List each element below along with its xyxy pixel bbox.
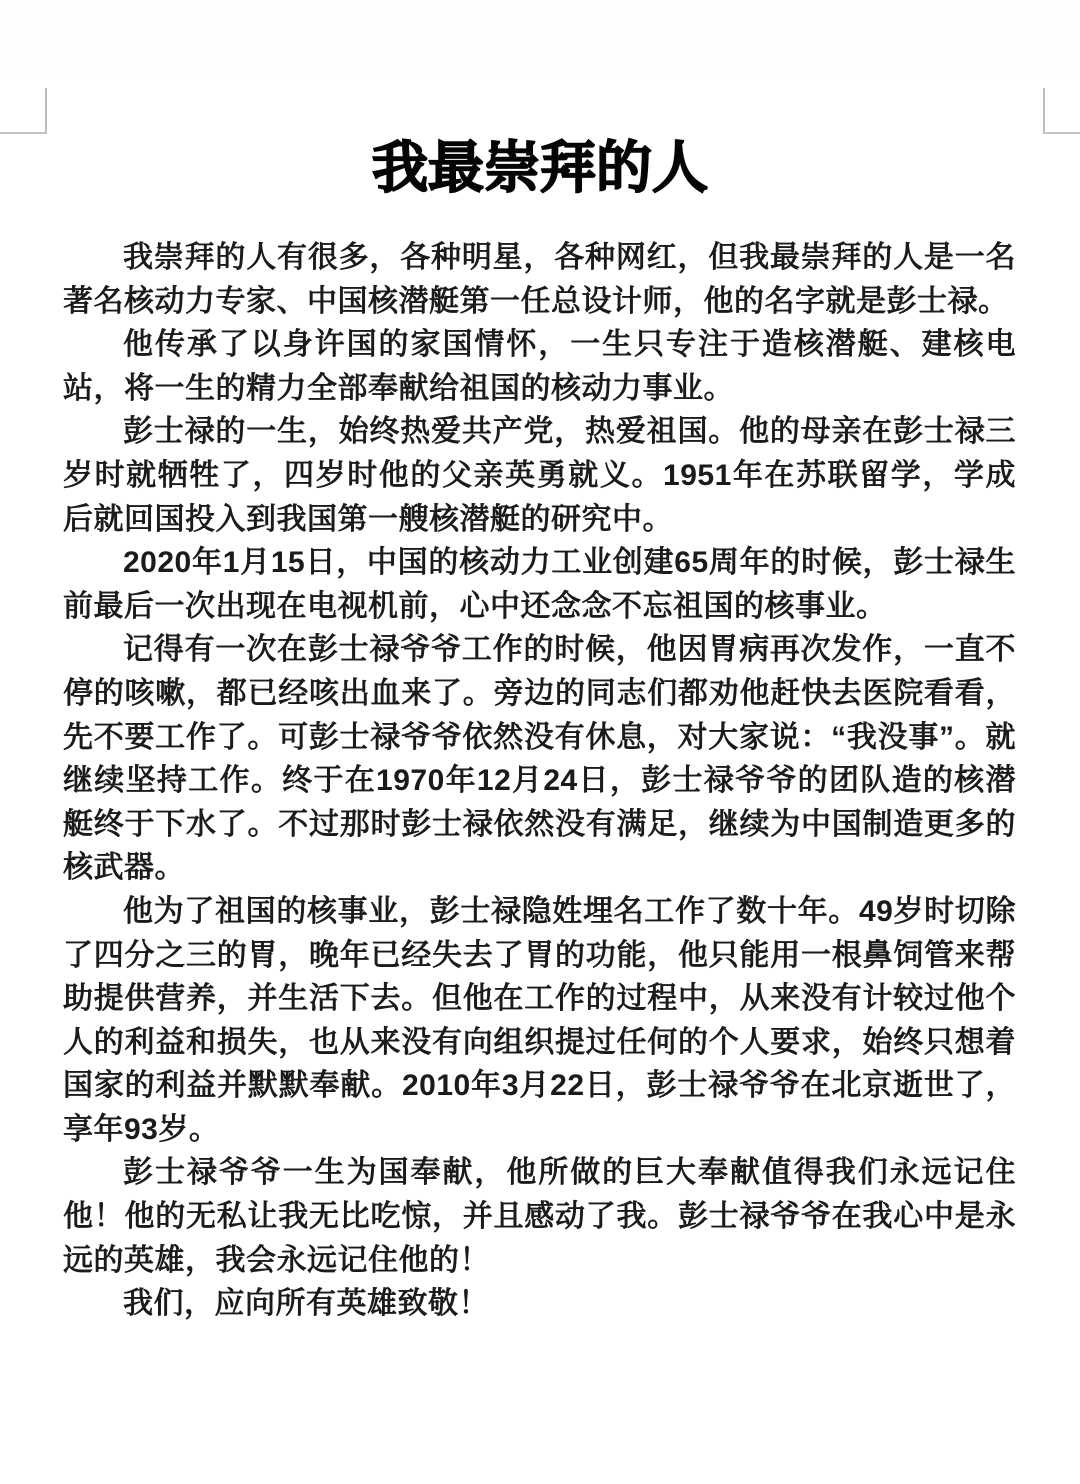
essay-paragraph: 记得有一次在彭士禄爷爷工作的时候，他因胃病再次发作，一直不停的咳嗽，都已经咳出血来了。旁边的同志们都劝他赶快去医院看看，先不要工作了。可彭士禄爷爷依然没有休息，对大家说：“我没事”。就继续坚持工作。终于在1970年12月24日，彭士禄爷爷的团队造的核潜艇终于下水了。不过那时彭士禄依然没有满足，继续为中国制造更多的核武器。 — [63, 633, 1016, 885]
essay-paragraph: 我崇拜的人有很多，各种明星，各种网红，但我最崇拜的人是一名著名核动力专家、中国核潜艇第一任总设计师，他的名字就是彭士禄。 — [63, 241, 1016, 318]
essay-paragraph: 彭士禄的一生，始终热爱共产党，热爱祖国。他的母亲在彭士禄三岁时就牺牲了，四岁时他的父亲英勇就义。1951年在苏联留学，学成后就回国投入到我国第一艘核潜艇的研究中。 — [63, 415, 1016, 536]
essay-paragraph: 他为了祖国的核事业，彭士禄隐姓埋名工作了数十年。49岁时切除了四分之三的胃，晚年已经失去了胃的功能，他只能用一根鼻饲管来帮助提供营养，并生活下去。但他在工作的过程中，从来没有计较过他个人的利益和损失，也从来没有向组织提过任何的个人要求，始终只想着国家的利益并默默奉献。2010年3月22日，彭士禄爷爷在北京逝世了，享年93岁。 — [63, 894, 1016, 1146]
essay-body — [63, 236, 1016, 1326]
essay-title: 我最崇拜的人 — [372, 136, 708, 199]
essay-paragraph: 他传承了以身许国的家国情怀，一生只专注于造核潜艇、建核电站，将一生的精力全部奉献给祖国的核动力事业。 — [63, 328, 1016, 405]
essay-paragraph: 2020年1月15日，中国的核动力工业创建65周年的时候，彭士禄生前最后一次出现在电视机前，心中还念念不忘祖国的核事业。 — [63, 546, 1016, 623]
essay-paragraph: 我们，应向所有英雄致敬！ — [123, 1287, 489, 1321]
essay-paragraph: 彭士禄爷爷一生为国奉献，他所做的巨大奉献值得我们永远记住他！他的无私让我无比吃惊，并且感动了我。彭士禄爷爷在我心中是永远的英雄，我会永远记住他的！ — [63, 1156, 1016, 1277]
